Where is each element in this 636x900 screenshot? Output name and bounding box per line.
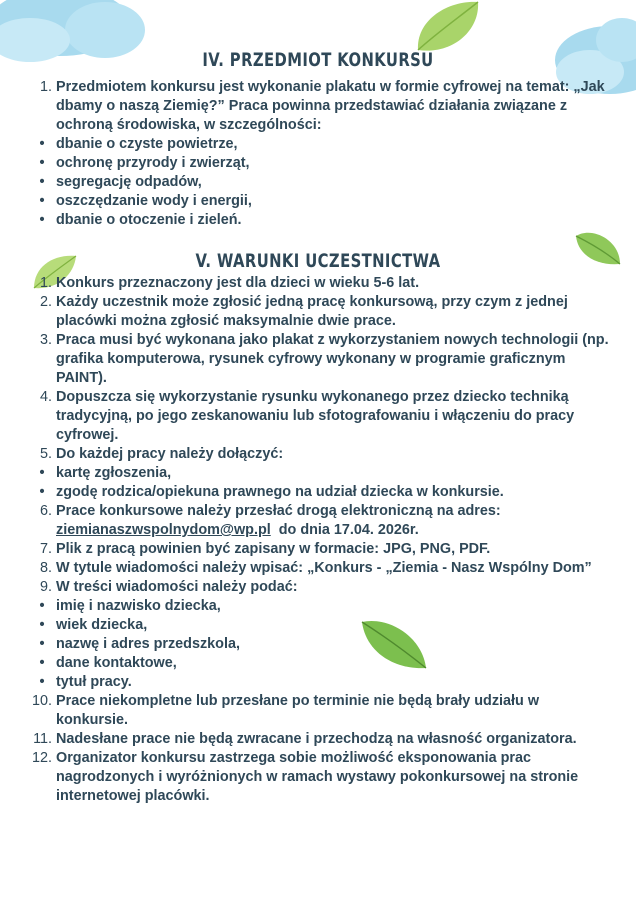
item-marker: 12.: [32, 750, 53, 766]
item-marker: •: [39, 212, 45, 228]
item-text: Prace niekompletne lub przesłane po terminie nie będą brały udziału w konkursie.: [56, 693, 540, 728]
section-5-list: [32, 274, 612, 806]
item-marker: 5.: [39, 446, 52, 462]
item-marker: 10.: [32, 693, 53, 709]
item-text: dbanie o otoczenie i zieleń.: [56, 212, 242, 228]
item-marker: 1.: [39, 275, 52, 291]
item-text: wiek dziecka,: [56, 617, 148, 633]
section-5-title: V. WARUNKI UCZESTNICTWA: [195, 250, 441, 272]
numbered-item: [32, 388, 612, 445]
bullet-item: [32, 483, 612, 502]
item-text: dbanie o czyste powietrze,: [56, 136, 238, 152]
numbered-item: [32, 502, 612, 540]
bullet-item: [32, 635, 612, 654]
bullet-item: [32, 135, 612, 154]
bullet-item: [32, 154, 612, 173]
item-text: segregację odpadów,: [56, 174, 202, 190]
deadline-text: do dnia 17.04. 2026r.: [270, 522, 419, 538]
item-marker: •: [39, 598, 45, 614]
numbered-item: [32, 692, 612, 730]
numbered-item: [32, 78, 612, 135]
bullet-item: [32, 173, 612, 192]
item-marker: •: [39, 636, 45, 652]
item-marker: •: [39, 465, 45, 481]
item-text: kartę zgłoszenia,: [56, 465, 172, 481]
item-marker: 6.: [39, 503, 52, 519]
item-text: zgodę rodzica/opiekuna prawnego na udział dziecka w konkursie.: [56, 484, 504, 500]
item-marker: •: [39, 193, 45, 209]
item-marker: •: [39, 674, 45, 690]
item-text: Prace konkursowe należy przesłać drogą elektroniczną na adres:: [56, 503, 501, 519]
item-text: Konkurs przeznaczony jest dla dzieci w wieku 5-6 lat.: [56, 275, 420, 291]
item-text: W tytule wiadomości należy wpisać: „Konkurs - „Ziemia - Nasz Wspólny Dom”: [56, 560, 592, 576]
item-text: Plik z pracą powinien być zapisany w formacie: JPG, PNG, PDF.: [56, 541, 491, 557]
item-text: Dopuszcza się wykorzystanie rysunku wykonanego przez dziecko techniką tradycyjną, po jego zeskanowaniu lub sfotografowaniu i włączeniu do pracy cyfrowej.: [56, 389, 575, 443]
item-text: W treści wiadomości należy podać:: [56, 579, 298, 595]
email-link[interactable]: ziemianaszwspolnydom@wp.pl: [56, 522, 271, 538]
item-marker: 9.: [39, 579, 52, 595]
section-4-title: IV. PRZEDMIOT KONKURSU: [202, 49, 434, 71]
item-text: Nadesłane prace nie będą zwracane i przechodzą na własność organizatora.: [56, 731, 577, 747]
leaf-right-decoration: [572, 226, 624, 268]
numbered-item: [32, 730, 612, 749]
numbered-item: [32, 540, 612, 559]
item-marker: •: [39, 484, 45, 500]
numbered-item: [32, 749, 612, 806]
item-marker: 8.: [39, 560, 52, 576]
item-marker: 3.: [39, 332, 52, 348]
item-text: Praca musi być wykonana jako plakat z wykorzystaniem nowych technologii (np. grafika komputerowa, rysunek cyfrowy wykonany w programie graficznym PAINT).: [56, 332, 609, 386]
item-marker: •: [39, 155, 45, 171]
bullet-item: [32, 211, 612, 230]
item-text: Do każdej pracy należy dołączyć:: [56, 446, 284, 462]
item-text: ochronę przyrody i zwierząt,: [56, 155, 250, 171]
item-text: imię i nazwisko dziecka,: [56, 598, 221, 614]
item-marker: 4.: [39, 389, 52, 405]
numbered-item: [32, 559, 612, 578]
bullet-item: [32, 616, 612, 635]
numbered-item: [32, 331, 612, 388]
item-text: Przedmiotem konkursu jest wykonanie plakatu w formie cyfrowej na temat: „Jak dbamy o naszą Ziemię?” Praca powinna przedstawiać działania związane z ochroną środowiska, w szczególności:: [56, 79, 605, 133]
item-marker: 2.: [39, 294, 52, 310]
item-marker: 1.: [39, 79, 52, 95]
numbered-item: [32, 578, 612, 597]
bullet-item: [32, 597, 612, 616]
item-marker: •: [39, 617, 45, 633]
item-marker: 7.: [39, 541, 52, 557]
numbered-item: [32, 445, 612, 464]
item-text: oszczędzanie wody i energii,: [56, 193, 252, 209]
item-text: nazwę i adres przedszkola,: [56, 636, 240, 652]
item-text: Każdy uczestnik może zgłosić jedną pracę konkursową, przy czym z jednej placówki można zgłosić maksymalnie dwie prace.: [56, 294, 568, 329]
bullet-item: [32, 192, 612, 211]
item-marker: •: [39, 136, 45, 152]
section-4-list: [32, 78, 612, 230]
bullet-item: [32, 654, 612, 673]
bullet-item: [32, 673, 612, 692]
item-text: tytuł pracy.: [56, 674, 132, 690]
item-marker: 11.: [33, 731, 52, 747]
numbered-item: [32, 274, 612, 293]
numbered-item: [32, 293, 612, 331]
item-marker: •: [39, 174, 45, 190]
item-text: dane kontaktowe,: [56, 655, 177, 671]
item-text: Organizator konkursu zastrzega sobie możliwość eksponowania prac nagrodzonych i wyróżnionych w ramach wystawy pokonkursowej na stronie internetowej placówki.: [56, 750, 579, 804]
item-marker: •: [39, 655, 45, 671]
bullet-item: [32, 464, 612, 483]
